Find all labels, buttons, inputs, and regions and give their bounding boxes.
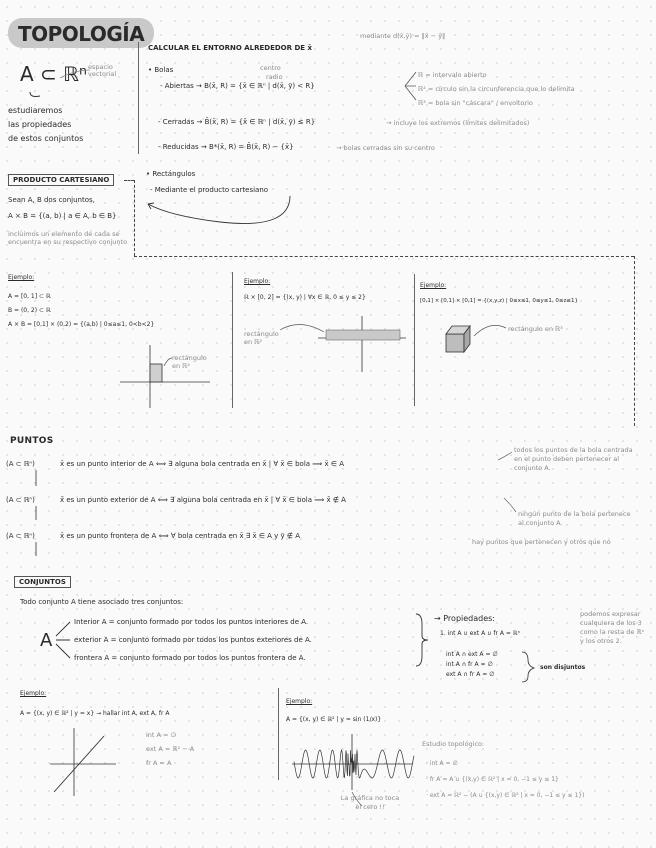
conjuntos-item: Interior A = conjunto formado por todos los puntos interiores de A. <box>74 618 309 626</box>
abiertas-note: ℝ² = círculo sin la circunferencia que lo delimita <box>418 85 575 93</box>
ejemplo2-note: rectángulo en ℝ² <box>244 330 279 346</box>
puntos-header: PUNTOS <box>10 436 54 446</box>
prop-note: podemos expresar cualquiera de los 3 como la resta de ℝⁿ y los otros 2. <box>580 610 645 645</box>
mediante-note: mediante d(x̄,ȳ) = ‖x̄ − ȳ‖ <box>360 32 446 40</box>
ejemplo-b-results <box>426 756 584 804</box>
graph-note: La gráfica no toca el cero !! <box>340 794 400 811</box>
study-line: las propiedades <box>8 120 72 129</box>
puntos-row-text: x̄ es un punto exterior de A ⟺ ∃ alguna bola centrada en x̄ | ∀ x̄ ∈ bola ⟹ x̄ ∉ A <box>60 496 346 504</box>
study-line: de estos conjuntos <box>8 134 84 143</box>
puntos-row-note: todos los puntos de la bola centrada en el punto deben pertenecer al conjunto A. <box>514 446 633 472</box>
prop2-label: son disjuntos <box>540 664 586 671</box>
ejemplo-title: Ejemplo: <box>20 690 47 697</box>
entorno-header: CALCULAR EL ENTORNO ALREDEDOR DE x̄ <box>148 44 312 52</box>
prop2-item: int A ∩ fr A = ∅ <box>446 661 493 668</box>
result: ext A = ℝ² − A <box>146 745 195 753</box>
ejemplo-title: Ejemplo: <box>420 282 447 289</box>
ejemplo3-line: [0,1] × [0,1] × [0,1] = {(x,y,z) | 0≤x≤1, 0≤y≤1, 0≤z≤1} <box>420 298 578 304</box>
ejemplo-a-line: A = {(x, y) ∈ ℝ² | y = x} → hallar int A, ext A, fr A <box>20 710 170 717</box>
conjuntos-header: CONJUNTOS <box>14 576 71 588</box>
producto-note: incluimos un elemento de cada se encuentra en su respectivo conjunto <box>8 230 128 246</box>
ejemplo3-note: rectángulo en ℝ³ <box>508 325 563 333</box>
result: fr A = A <box>146 759 172 767</box>
conjuntos-a: A <box>40 630 53 651</box>
result: · ext A = ℝ² − (A ∪ {(x,y) ∈ ℝ² | x = 0, −1 ≤ y ≤ 1}) <box>426 792 585 799</box>
rect-sub: - Mediante el producto cartesiano <box>150 186 269 194</box>
ejemplo-title: Ejemplo: <box>286 698 313 705</box>
result: · int A = ∅ <box>426 760 458 767</box>
ejemplo-title: Ejemplo: <box>8 274 35 281</box>
space-note: espacio vectorial <box>88 63 117 78</box>
cerradas-def: - Cerradas → B̄(x̄, R) = {x̄ ∈ ℝⁿ | d(x̄, ȳ) ≤ R} <box>158 118 316 126</box>
producto-line2: A × B = {(a, b) | a ∈ A, b ∈ B} <box>8 212 117 220</box>
ejemplo-b-line: A = {(x, y) ∈ ℝ² | y = sin (1/x)} <box>286 716 382 723</box>
ejemplo-line: A × B = [0,1] × (0,2) = {(a,b) | 0≤a≤1, 0<b<2} <box>8 321 155 328</box>
puntos-row-prefix: (A ⊂ ℝⁿ) <box>6 496 35 504</box>
puntos-row-text: x̄ es un punto interior de A ⟺ ∃ alguna bola centrada en x̄ | ∀ x̄ ∈ bola ⟹ x̄ ∈ A <box>60 460 345 468</box>
radio-label: radio <box>266 73 283 81</box>
puntos-row-prefix: (A ⊂ ℝⁿ) <box>6 532 35 540</box>
abiertas-def: - Abiertas → B(x̄, R) = {x̄ ∈ ℝⁿ | d(x̄, ȳ) < R} <box>160 82 315 90</box>
ejemplo2-line: ℝ × [0, 2] = {(x, y) | ∀x ∈ ℝ, 0 ≤ y ≤ 2} <box>244 294 366 301</box>
study-line: estudiaremos <box>8 106 63 115</box>
reducidas-note: → bolas cerradas sin su centro <box>336 144 435 152</box>
conjuntos-item: exterior A = conjunto formado por todos los puntos exteriores de A. <box>74 636 312 644</box>
rect-label: • Rectángulos <box>146 170 196 178</box>
prop-title: → Propiedades: <box>434 614 496 623</box>
reducidas-def: - Reducidas → B*(x̄, R) = B̄(x̄, R) − {x̄} <box>158 143 294 151</box>
ejemplo-title: Ejemplo: <box>244 278 271 285</box>
prop2-item: int A ∩ ext A = ∅ <box>446 651 498 658</box>
puntos-row-text: x̄ es un punto frontera de A ⟺ ∀ bola centrada en x̄ ∃ x̄ ∈ A y ȳ ∉ A <box>60 532 301 540</box>
producto-header: PRODUCTO CARTESIANO <box>8 174 114 186</box>
result: · fr A = A ∪ {(x,y) ∈ ℝ² | x = 0, −1 ≤ y ≤ 1} <box>426 776 559 783</box>
ejemplo-line: A = [0, 1] ⊂ ℝ <box>8 293 51 300</box>
puntos-row-note: ningún punto de la bola pertenece al conjunto A. <box>518 510 631 527</box>
centro-label: centro <box>260 64 281 72</box>
estudio-label: Estudio topológico: <box>422 740 485 748</box>
abiertas-note: ℝ³ = bola sin "cáscara" / envoltorio <box>418 99 533 107</box>
puntos-row-prefix: (A ⊂ ℝⁿ) <box>6 460 35 468</box>
intro-formula: A ⊂ ℝⁿ <box>20 62 87 86</box>
ejemplo-line: B = (0, 2) ⊂ ℝ <box>8 307 51 314</box>
result: int A = ∅ <box>146 731 177 739</box>
producto-line1: Sean A, B dos conjuntos, <box>8 196 95 204</box>
prop2-item: ext A ∩ fr A = ∅ <box>446 671 495 678</box>
page-title: TOPOLOGÍA <box>8 18 154 48</box>
bolas-label: • Bolas <box>148 66 174 74</box>
conjuntos-item: frontera A = conjunto formado por todos los puntos frontera de A. <box>74 654 306 662</box>
conjuntos-intro: Todo conjunto A tiene asociado tres conjuntos: <box>20 598 184 606</box>
ejemplo1-note: rectángulo en ℝ² <box>172 354 207 370</box>
abiertas-note: ℝ = intervalo abierto <box>418 71 487 79</box>
cerradas-note: → incluye los extremos (límites delimitados) <box>386 119 530 127</box>
prop1: 1. int A ∪ ext A ∪ fr A = ℝⁿ <box>440 630 520 637</box>
puntos-row-note: hay puntos que pertenecen y otros que no <box>472 538 611 546</box>
